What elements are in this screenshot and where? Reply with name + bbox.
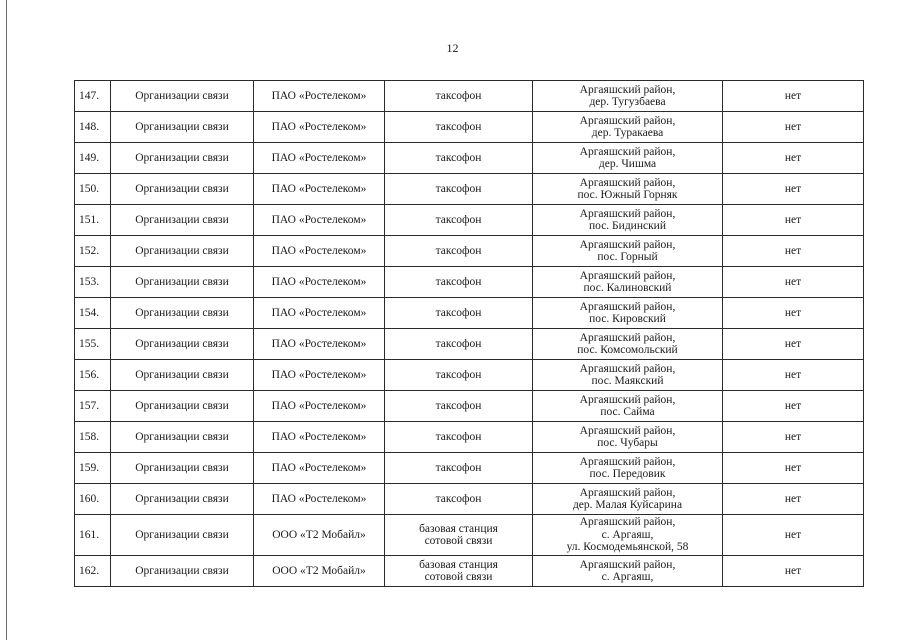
address-cell: [533, 515, 723, 556]
table-row: [75, 236, 864, 267]
address-cell-line: дер. Чишма: [598, 158, 657, 170]
address-cell: [533, 453, 723, 484]
address-cell: [533, 81, 723, 112]
status-cell: нет: [723, 515, 864, 556]
organization-cell: ПАО «Ростелеком»: [254, 329, 385, 360]
category-cell: Организации связи: [111, 267, 254, 298]
status-cell: нет: [723, 112, 864, 143]
row-number: 157.: [75, 391, 111, 422]
object-cell: [385, 205, 533, 236]
object-cell-line: таксофон: [435, 461, 482, 474]
object-cell-line: таксофон: [435, 492, 482, 505]
table-row: [75, 391, 864, 422]
category-cell: Организации связи: [111, 174, 254, 205]
object-cell: [385, 556, 533, 587]
object-cell: [385, 112, 533, 143]
status-cell: нет: [723, 267, 864, 298]
row-number: 148.: [75, 112, 111, 143]
organization-cell: ПАО «Ростелеком»: [254, 298, 385, 329]
address-cell-line: пос. Чубары: [597, 437, 658, 449]
status-cell: нет: [723, 453, 864, 484]
address-cell: [533, 556, 723, 587]
object-cell-line: базовая станция: [419, 558, 498, 571]
address-cell-line: пос. Южный Горняк: [577, 189, 678, 201]
table-row: [75, 453, 864, 484]
page-left-edge: [6, 0, 7, 640]
category-cell: Организации связи: [111, 143, 254, 174]
address-cell-line: Аргаяшский район,: [579, 362, 676, 375]
row-number: 153.: [75, 267, 111, 298]
category-cell: Организации связи: [111, 81, 254, 112]
status-cell: нет: [723, 422, 864, 453]
address-cell-line: пос. Кировский: [589, 313, 666, 325]
address-cell-line: Аргаяшский район,: [579, 558, 676, 571]
address-cell: [533, 174, 723, 205]
address-cell: [533, 484, 723, 515]
table-row: [75, 81, 864, 112]
row-number: 161.: [75, 515, 111, 556]
row-number: 152.: [75, 236, 111, 267]
category-cell: Организации связи: [111, 298, 254, 329]
object-cell-line: таксофон: [435, 244, 482, 257]
table-row: [75, 484, 864, 515]
address-cell-line: Аргаяшский район,: [579, 393, 676, 406]
object-cell-line: таксофон: [435, 120, 482, 133]
address-cell-line: пос. Передовик: [589, 468, 666, 480]
registry-table: [74, 80, 864, 587]
object-cell: [385, 360, 533, 391]
organization-cell: ПАО «Ростелеком»: [254, 174, 385, 205]
status-cell: нет: [723, 236, 864, 267]
object-cell: [385, 329, 533, 360]
row-number: 159.: [75, 453, 111, 484]
object-cell-line: таксофон: [435, 368, 482, 381]
table-row: [75, 174, 864, 205]
object-cell-line: таксофон: [435, 151, 482, 164]
address-cell-line: Аргаяшский район,: [579, 83, 676, 96]
object-cell-line: таксофон: [435, 182, 482, 195]
row-number: 154.: [75, 298, 111, 329]
row-number: 150.: [75, 174, 111, 205]
table-row: [75, 329, 864, 360]
address-cell-line: Аргаяшский район,: [579, 114, 676, 127]
address-cell-line: пос. Сайма: [600, 406, 655, 418]
address-cell-line: Аргаяшский район,: [579, 176, 676, 189]
object-cell: [385, 174, 533, 205]
table-row: [75, 360, 864, 391]
row-number: 160.: [75, 484, 111, 515]
address-cell-line: дер. Тугузбаева: [589, 96, 666, 108]
organization-cell: ПАО «Ростелеком»: [254, 267, 385, 298]
organization-cell: ПАО «Ростелеком»: [254, 360, 385, 391]
row-number: 147.: [75, 81, 111, 112]
category-cell: Организации связи: [111, 360, 254, 391]
address-cell-line: Аргаяшский район,: [579, 424, 676, 437]
object-cell-line: таксофон: [435, 275, 482, 288]
organization-cell: ПАО «Ростелеком»: [254, 391, 385, 422]
address-cell-line: Аргаяшский район,: [579, 145, 676, 158]
category-cell: Организации связи: [111, 453, 254, 484]
object-cell-line: базовая станция: [419, 522, 498, 535]
address-cell-line: Аргаяшский район,: [579, 269, 676, 282]
address-cell-line: с. Аргаяш,: [601, 528, 654, 541]
organization-cell: ПАО «Ростелеком»: [254, 205, 385, 236]
table-row: [75, 556, 864, 587]
object-cell: [385, 298, 533, 329]
status-cell: нет: [723, 81, 864, 112]
page-number: 12: [446, 41, 459, 55]
organization-cell: ПАО «Ростелеком»: [254, 143, 385, 174]
address-cell: [533, 112, 723, 143]
category-cell: Организации связи: [111, 391, 254, 422]
address-cell: [533, 236, 723, 267]
status-cell: нет: [723, 143, 864, 174]
object-cell-line: сотовой связи: [424, 571, 493, 583]
object-cell-line: таксофон: [435, 306, 482, 319]
status-cell: нет: [723, 391, 864, 422]
row-number: 158.: [75, 422, 111, 453]
object-cell: [385, 453, 533, 484]
object-cell: [385, 267, 533, 298]
object-cell: [385, 81, 533, 112]
category-cell: Организации связи: [111, 112, 254, 143]
object-cell-line: таксофон: [435, 399, 482, 412]
organization-cell: ООО «Т2 Мобайл»: [254, 515, 385, 556]
address-cell-line: пос. Маякский: [591, 375, 664, 387]
object-cell: [385, 143, 533, 174]
category-cell: Организации связи: [111, 484, 254, 515]
status-cell: нет: [723, 298, 864, 329]
address-cell: [533, 205, 723, 236]
status-cell: нет: [723, 556, 864, 587]
address-cell-line: Аргаяшский район,: [579, 455, 676, 468]
table-row: [75, 205, 864, 236]
address-cell-line: пос. Комсомольский: [577, 344, 678, 356]
address-cell-line: Аргаяшский район,: [579, 238, 676, 251]
address-cell-line: пос. Бидинский: [589, 220, 666, 232]
row-number: 149.: [75, 143, 111, 174]
category-cell: Организации связи: [111, 236, 254, 267]
category-cell: Организации связи: [111, 422, 254, 453]
object-cell: [385, 422, 533, 453]
status-cell: нет: [723, 329, 864, 360]
address-cell-line: Аргаяшский район,: [579, 486, 676, 499]
address-cell-line: дер. Туракаева: [591, 127, 664, 139]
table-row: [75, 143, 864, 174]
status-cell: нет: [723, 484, 864, 515]
category-cell: Организации связи: [111, 515, 254, 556]
address-cell-line: дер. Малая Куйсарина: [572, 499, 683, 511]
object-cell-line: таксофон: [435, 213, 482, 226]
address-cell: [533, 391, 723, 422]
address-cell: [533, 422, 723, 453]
object-cell: [385, 236, 533, 267]
address-cell-line: ул. Космодемьянской, 58: [566, 541, 689, 554]
status-cell: нет: [723, 360, 864, 391]
category-cell: Организации связи: [111, 205, 254, 236]
row-number: 155.: [75, 329, 111, 360]
address-cell: [533, 329, 723, 360]
category-cell: Организации связи: [111, 329, 254, 360]
row-number: 156.: [75, 360, 111, 391]
object-cell-line: таксофон: [435, 337, 482, 350]
status-cell: нет: [723, 205, 864, 236]
table-row: [75, 267, 864, 298]
organization-cell: ПАО «Ростелеком»: [254, 453, 385, 484]
table-row: [75, 298, 864, 329]
address-cell: [533, 267, 723, 298]
organization-cell: ПАО «Ростелеком»: [254, 236, 385, 267]
address-cell-line: с. Аргаяш,: [601, 571, 654, 583]
organization-cell: ПАО «Ростелеком»: [254, 422, 385, 453]
address-cell-line: Аргаяшский район,: [579, 516, 676, 529]
organization-cell: ПАО «Ростелеком»: [254, 81, 385, 112]
address-cell-line: Аргаяшский район,: [579, 300, 676, 313]
object-cell-line: таксофон: [435, 89, 482, 102]
address-cell: [533, 143, 723, 174]
object-cell-line: сотовой связи: [424, 535, 493, 547]
organization-cell: ООО «Т2 Мобайл»: [254, 556, 385, 587]
object-cell: [385, 484, 533, 515]
table-row: [75, 112, 864, 143]
registry-table-body: [75, 81, 864, 587]
status-cell: нет: [723, 174, 864, 205]
object-cell-line: таксофон: [435, 430, 482, 443]
row-number: 151.: [75, 205, 111, 236]
object-cell: [385, 515, 533, 556]
object-cell: [385, 391, 533, 422]
category-cell: Организации связи: [111, 556, 254, 587]
row-number: 162.: [75, 556, 111, 587]
address-cell-line: пос. Калиновский: [583, 282, 672, 294]
address-cell-line: Аргаяшский район,: [579, 207, 676, 220]
organization-cell: ПАО «Ростелеком»: [254, 112, 385, 143]
address-cell: [533, 298, 723, 329]
table-row: [75, 422, 864, 453]
organization-cell: ПАО «Ростелеком»: [254, 484, 385, 515]
address-cell-line: пос. Горный: [597, 251, 658, 263]
address-cell-line: Аргаяшский район,: [579, 331, 676, 344]
table-row: [75, 515, 864, 556]
address-cell: [533, 360, 723, 391]
